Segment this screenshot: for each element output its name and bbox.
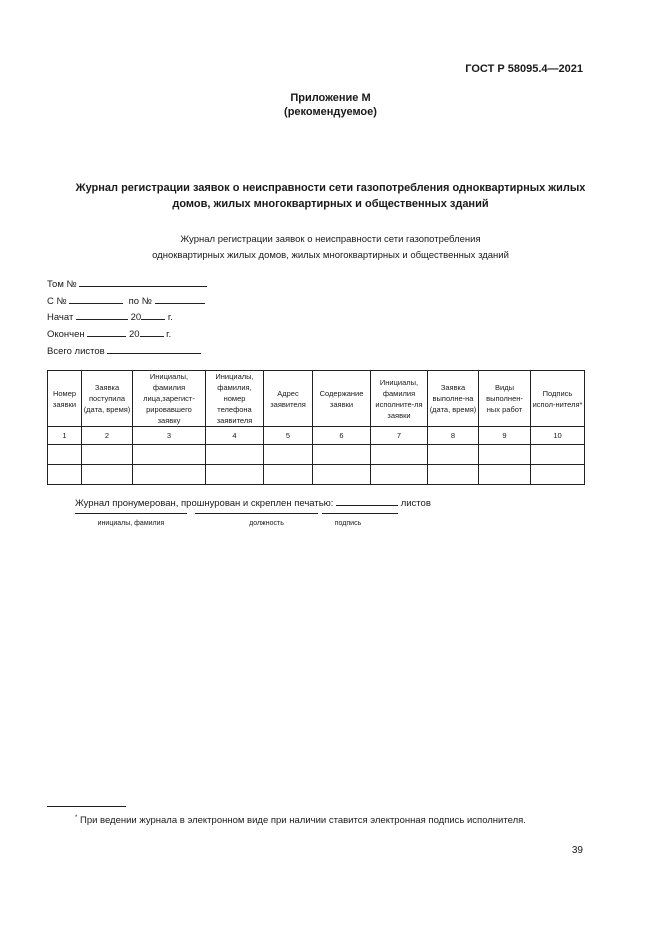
footnote [75, 815, 526, 826]
field-started-year-suffix: г. [167, 312, 173, 323]
table-cell [133, 465, 206, 485]
table-cell [313, 445, 371, 465]
journal-table [47, 370, 585, 485]
table-cell [133, 445, 206, 465]
signature-line-signature [322, 513, 398, 514]
table-cell [531, 445, 585, 465]
caption-signature: подпись [334, 520, 362, 527]
annex-title: Приложение М [290, 92, 371, 104]
column-number: 5 [264, 427, 313, 445]
field-to-line [155, 294, 205, 304]
caption-initials: инициалы, фамилия [97, 520, 165, 527]
table-cell [264, 465, 313, 485]
closing-sheets-label: листов [400, 498, 431, 509]
field-finished-label: Окончен [47, 329, 85, 340]
table-cell [428, 445, 479, 465]
annex-status: (рекомендуемое) [284, 106, 377, 118]
table-cell [206, 465, 264, 485]
table-header-cell: Инициалы, фамилия лица,зарегист-рировавшего заявку [133, 371, 206, 427]
footnote-marker: * [75, 815, 78, 821]
table-cell [48, 445, 82, 465]
table-cell [531, 465, 585, 485]
column-number: 4 [206, 427, 264, 445]
table-cell [428, 465, 479, 485]
table-header-cell: Заявка выполне-на (дата, время) [428, 371, 479, 427]
field-from-line [69, 294, 123, 304]
field-finished-year: 20 [128, 329, 140, 340]
table-header-cell: Виды выполнен-ных работ [479, 371, 531, 427]
field-started-year: 20 [130, 312, 142, 323]
field-finished-year-line [140, 327, 164, 337]
field-finished [47, 327, 171, 340]
field-range [47, 294, 205, 307]
table-header-cell: Заявка поступила (дата, время) [82, 371, 133, 427]
table-row [48, 445, 585, 465]
field-volume [47, 277, 207, 290]
field-finished-year-suffix: г. [166, 329, 172, 340]
field-started-line [76, 310, 128, 320]
column-number: 3 [133, 427, 206, 445]
section-heading [40, 180, 621, 212]
column-number: 7 [371, 427, 428, 445]
column-number: 9 [479, 427, 531, 445]
field-total-label: Всего листов [47, 346, 105, 357]
table-cell [371, 465, 428, 485]
column-number: 10 [531, 427, 585, 445]
footnote-text: При ведении журнала в электронном виде при наличии ставится электронная подпись исполнителя. [79, 815, 526, 827]
section-heading-line2: домов, жилых многоквартирных и общественных зданий [172, 198, 489, 210]
table-cell [48, 465, 82, 485]
field-started-year-line [141, 310, 165, 320]
standard-designation: ГОСТ Р 58095.4—2021 [465, 63, 583, 75]
field-finished-line [87, 327, 126, 337]
field-to-label: по № [128, 296, 152, 307]
table-number-row [48, 427, 585, 445]
signature-line-position [195, 513, 318, 514]
page-number: 39 [571, 845, 583, 856]
field-started [47, 310, 173, 323]
table-cell [313, 465, 371, 485]
table-header-cell: Подпись испол-нителя* [531, 371, 585, 427]
journal-title-line1: Журнал регистрации заявок о неисправности сети газопотребления [180, 234, 481, 245]
table-header-cell: Номер заявки [48, 371, 82, 427]
table-cell [206, 445, 264, 465]
table-header-cell: Адрес заявителя [264, 371, 313, 427]
journal-title [40, 232, 621, 264]
field-total-line [107, 344, 201, 354]
footnote-rule [47, 806, 126, 807]
signature-line-initials [75, 513, 187, 514]
table-header-cell: Содержание заявки [313, 371, 371, 427]
field-volume-label: Том № [47, 279, 77, 290]
closing-statement [75, 496, 431, 509]
column-number: 8 [428, 427, 479, 445]
table-cell [264, 445, 313, 465]
field-volume-line [79, 277, 207, 287]
field-started-label: Начат [47, 312, 74, 323]
closing-sheets-line [336, 496, 398, 506]
table-cell [82, 445, 133, 465]
section-heading-line1: Журнал регистрации заявок о неисправности сети газопотребления одноквартирных жилых [75, 182, 586, 194]
table-cell [371, 445, 428, 465]
table-header-cell: Инициалы, фамилия исполните-ля заявки [371, 371, 428, 427]
table-row [48, 465, 585, 485]
table-cell [479, 445, 531, 465]
table-cell [82, 465, 133, 485]
closing-text: Журнал пронумерован, прошнурован и скреплен печатью: [75, 498, 334, 509]
column-number: 2 [82, 427, 133, 445]
journal-title-line2: одноквартирных жилых домов, жилых многоквартирных и общественных зданий [152, 250, 509, 261]
caption-position: должность [249, 520, 284, 527]
field-from-label: С № [47, 296, 67, 307]
table-header-cell: Инициалы, фамилия, номер телефона заявителя [206, 371, 264, 427]
table-cell [479, 465, 531, 485]
field-total [47, 344, 201, 357]
column-number: 1 [48, 427, 82, 445]
column-number: 6 [313, 427, 371, 445]
table-header-row [48, 371, 585, 427]
